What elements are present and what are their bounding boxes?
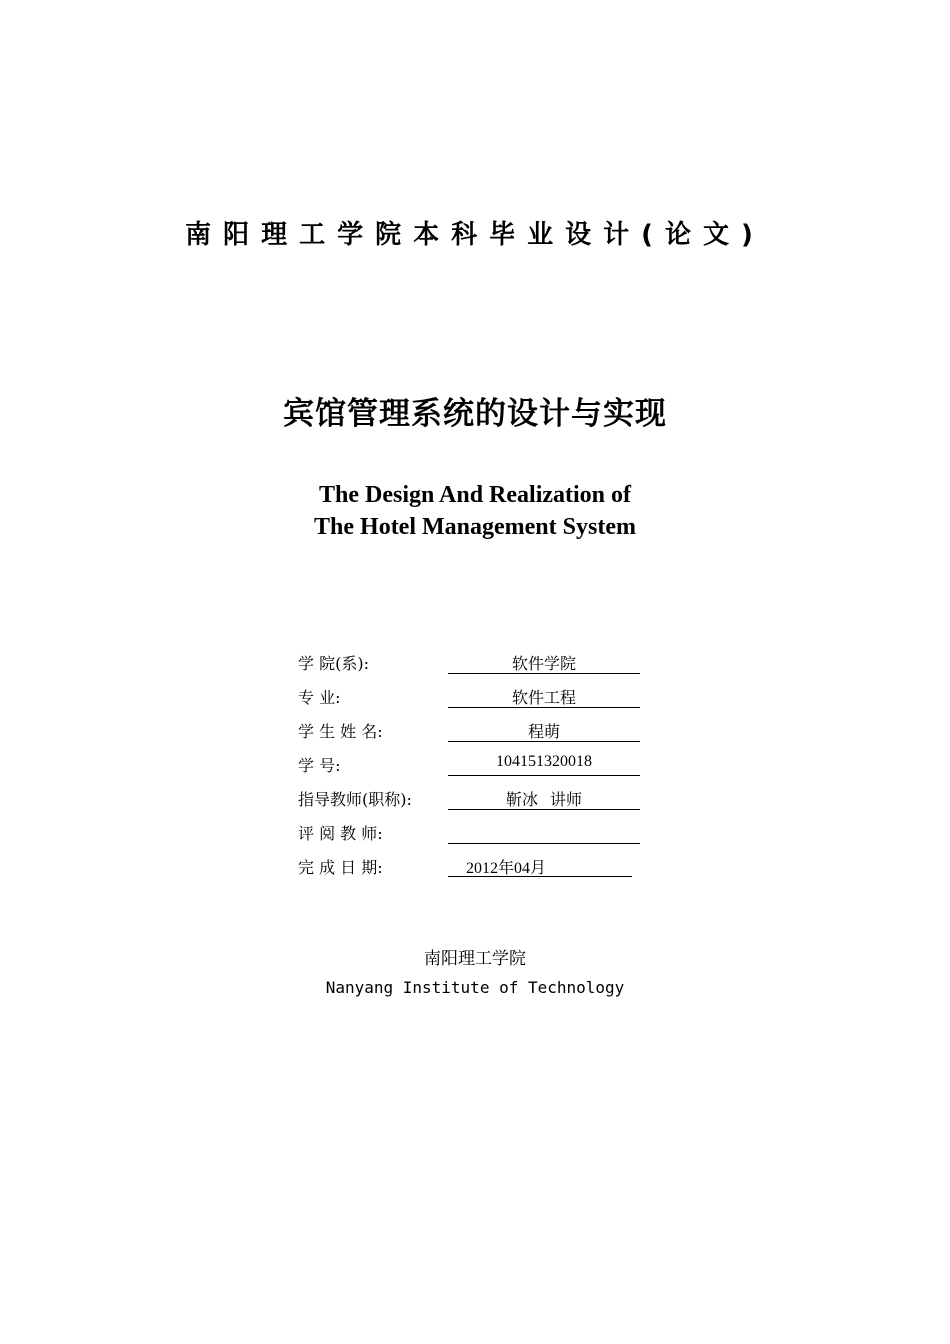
info-row-student-id [298,749,658,783]
info-row-student-name [298,715,658,749]
thesis-title-english [0,479,950,543]
info-row-advisor [298,783,658,817]
school-name-english: Nanyang Institute of Technology [325,978,625,997]
student-id-label: 学 号: [298,756,341,775]
student-name-label: 学 生 姓 名: [298,722,383,741]
info-table [298,647,658,885]
school-name-chinese: 南阳理工学院 [424,949,526,969]
info-row-major [298,681,658,715]
info-row-reviewer [298,817,658,851]
english-title-line-1: The Design And Realization of [318,482,632,508]
advisor-label: 指导教师(职称): [298,790,412,809]
info-row-college [298,647,658,681]
reviewer-label: 评 阅 教 师: [298,824,383,843]
english-title-line-2: The Hotel Management System [314,514,636,540]
student-name-value: 程萌 [448,719,640,742]
major-value: 软件工程 [448,685,640,708]
student-id-value: 104151320018 [448,753,640,776]
advisor-value: 靳冰 讲师 [448,787,640,810]
completion-date-value: 2012年04月 [448,855,632,877]
thesis-header-title: 南阳理工学院本科毕业设计(论文) [185,220,765,250]
college-label: 学 院(系): [298,654,369,673]
info-row-completion-date [298,851,658,885]
major-label: 专 业: [298,688,341,707]
thesis-title-chinese: 宾馆管理系统的设计与实现 [283,396,667,432]
completion-date-label: 完 成 日 期: [298,858,383,877]
college-value: 软件学院 [448,651,640,674]
reviewer-value [448,821,640,844]
